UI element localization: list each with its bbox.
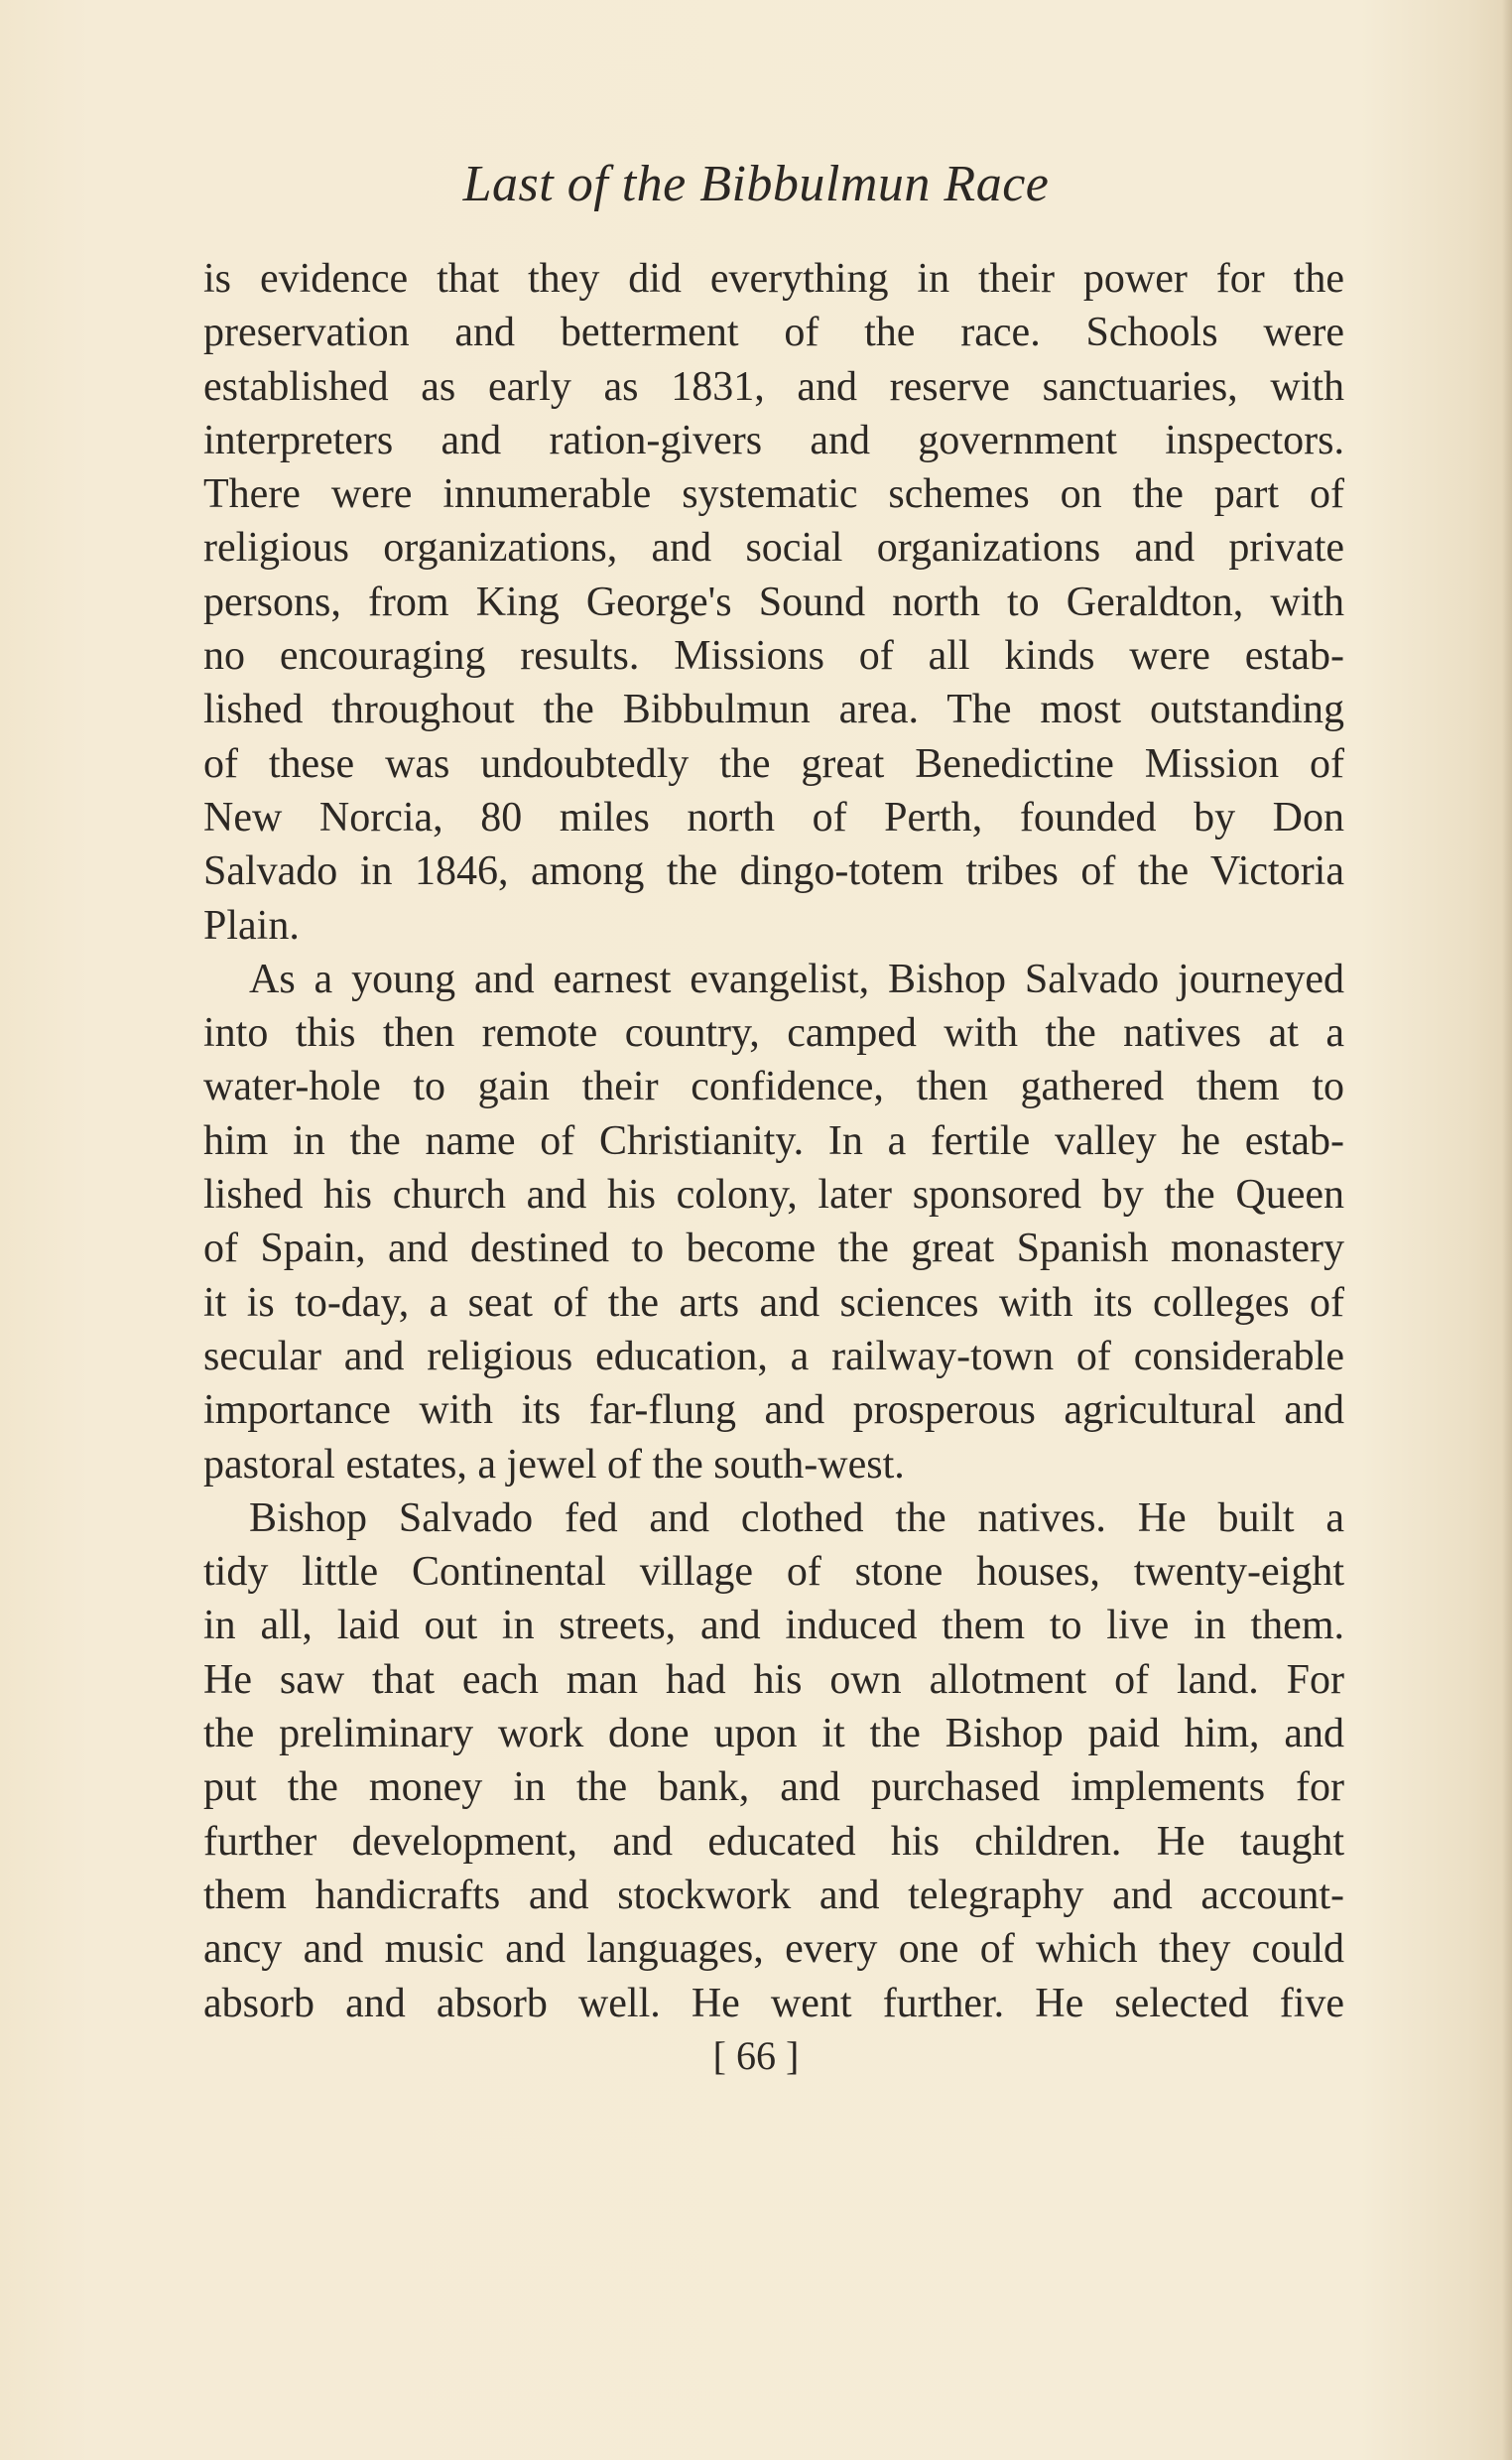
paragraph-2 [203,953,1344,1491]
text-line: established as early as 1831, and reserve sanctuaries, with [203,363,1344,410]
text-line: it is to-day, a seat of the arts and sciences with its colleges of [203,1279,1344,1326]
text-line: Plain. [203,902,300,949]
text-line: As a young and earnest evangelist, Bishop Salvado journeyed [249,956,1344,1002]
text-line: absorb and absorb well. He went further. He selected five [203,1980,1344,2026]
page-edge-shadow [1502,0,1512,2460]
text-line: of these was undoubtedly the great Benedictine Mission of [203,740,1344,787]
text-line: importance with its far-flung and prosperous agricultural and [203,1387,1344,1434]
page-number: [ 66 ] [712,2033,800,2078]
text-line: lished throughout the Bibbulmun area. The most outstanding [203,687,1344,733]
paragraph-3 [203,1491,1344,2030]
text-line: in all, laid out in streets, and induced them to live in them. [203,1603,1344,1649]
text-line: into this then remote country, camped with the natives at a [203,1010,1344,1057]
text-line: Bishop Salvado fed and clothed the natives. He built a [249,1494,1344,1541]
text-line: tidy little Continental village of stone houses, twenty-eight [203,1549,1344,1596]
text-line: interpreters and ration-givers and government inspectors. [203,417,1344,463]
text-line: no encouraging results. Missions of all kinds were estab- [203,633,1344,680]
text-line: water-hole to gain their confidence, then gathered them to [203,1064,1344,1110]
text-line: New Norcia, 80 miles north of Perth, founded by Don [203,794,1344,841]
text-line: put the money in the bank, and purchased implements for [203,1764,1344,1811]
text-line: Salvado in 1846, among the dingo-totem tribes of the Victoria [203,848,1344,895]
text-line: the preliminary work done upon it the Bishop paid him, and [203,1711,1344,1757]
text-line: persons, from King George's Sound north to Geraldton, with [203,579,1344,625]
text-line: religious organizations, and social organizations and private [203,525,1344,572]
text-line: lished his church and his colony, later sponsored by the Queen [203,1172,1344,1219]
text-line: pastoral estates, a jewel of the south-west. [203,1441,905,1488]
text-line: of Spain, and destined to become the great Spanish monastery [203,1226,1344,1272]
text-line: them handicrafts and stockwork and telegraphy and account- [203,1872,1344,1918]
text-line: ancy and music and languages, every one of which they could [203,1926,1344,1973]
text-line: preservation and betterment of the race. Schools were [203,310,1344,356]
text-line: further development, and educated his children. He taught [203,1818,1344,1865]
running-head: Last of the Bibbulmun Race [462,156,1050,212]
text-line: secular and religious education, a railway-town of considerable [203,1333,1344,1379]
text-line: He saw that each man had his own allotment of land. For [203,1656,1344,1703]
body-text [203,252,1344,2030]
text-line: him in the name of Christianity. In a fertile valley he estab- [203,1117,1344,1164]
paragraph-1 [203,252,1344,953]
text-line: There were innumerable systematic schemes on the part of [203,471,1344,518]
text-line: is evidence that they did everything in their power for the [203,256,1344,302]
